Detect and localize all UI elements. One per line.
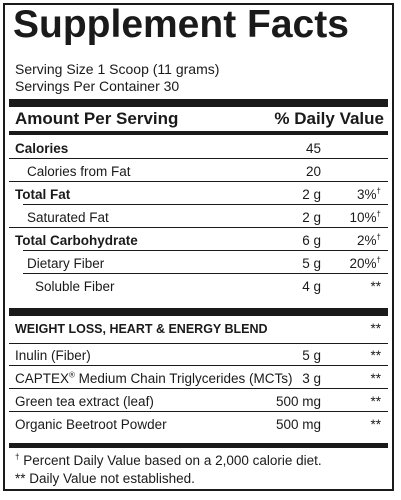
- nutrient-amount: 6 g: [302, 233, 321, 248]
- blend-name: WEIGHT LOSS, HEART & ENERGY BLEND: [15, 322, 268, 336]
- footnote-daily-value: † Percent Daily Value based on a 2,000 calorie diet.: [15, 452, 322, 468]
- row-divider: [23, 273, 388, 274]
- nutrient-daily-value: 10%†: [349, 209, 381, 225]
- ingredient-row-captex: [9, 367, 388, 389]
- nutrient-amount: 2 g: [302, 187, 321, 202]
- ingredient-row-green-tea: [9, 390, 388, 412]
- daily-value-label: % Daily Value: [274, 109, 384, 128]
- dagger-mark: †: [376, 209, 381, 219]
- row-divider: [9, 411, 388, 412]
- blend-daily-value: **: [370, 321, 381, 336]
- nutrient-row-saturated-fat: [9, 206, 388, 228]
- nutrient-daily-value: 3%†: [357, 186, 381, 202]
- nutrient-amount: 2 g: [302, 210, 321, 225]
- blend-row: [9, 317, 388, 339]
- nutrient-row-calories: [9, 137, 388, 159]
- nutrient-amount: 45: [305, 141, 321, 156]
- nutrient-row-calories-from-fat: [9, 160, 388, 182]
- ingredient-name: Green tea extract (leaf): [15, 394, 154, 409]
- row-divider: [9, 388, 388, 389]
- row-divider: [9, 158, 388, 159]
- dagger-mark: †: [15, 452, 20, 462]
- thick-divider-top: [9, 99, 388, 107]
- ingredient-row-beetroot: [9, 413, 388, 435]
- nutrient-name: Total Carbohydrate: [15, 233, 138, 248]
- supplement-facts-panel: [3, 3, 394, 491]
- nutrient-amount: 4 g: [302, 279, 321, 294]
- ingredient-daily-value: **: [370, 394, 381, 409]
- nutrient-name: Calories: [15, 141, 69, 156]
- ingredient-amount: 500 mg: [275, 417, 321, 432]
- ingredient-row-inulin: [9, 344, 388, 366]
- nutrient-row-soluble-fiber: [9, 275, 388, 297]
- nutrient-daily-value: **: [370, 279, 381, 294]
- dagger-mark: †: [376, 186, 381, 196]
- ingredient-name: CAPTEX® Medium Chain Triglycerides (MCTs): [15, 370, 293, 386]
- nutrient-daily-value: 20%†: [349, 255, 381, 271]
- dagger-mark: †: [376, 255, 381, 265]
- ingredient-name: Organic Beetroot Powder: [15, 417, 167, 432]
- ingredient-daily-value: **: [370, 371, 381, 386]
- panel-title: Supplement Facts: [13, 3, 349, 46]
- nutrient-name: Total Fat: [15, 187, 71, 202]
- nutrient-name: Soluble Fiber: [35, 279, 115, 294]
- registered-mark: ®: [69, 370, 75, 380]
- row-divider: [23, 250, 388, 251]
- ingredient-amount: 3 g: [302, 371, 321, 386]
- nutrient-row-total-carbohydrate: [9, 229, 388, 251]
- nutrient-row-dietary-fiber: [9, 252, 388, 274]
- nutrient-row-total-fat: [9, 183, 388, 205]
- ingredient-amount: 5 g: [302, 348, 321, 363]
- row-divider: [9, 227, 388, 228]
- dagger-mark: †: [376, 232, 381, 242]
- amount-per-serving-label: Amount Per Serving: [15, 109, 179, 128]
- nutrient-amount: 20: [305, 164, 321, 179]
- thick-divider-bottom: [9, 443, 388, 448]
- row-divider: [23, 204, 388, 205]
- nutrient-name: Saturated Fat: [27, 210, 109, 225]
- ingredient-name: Inulin (Fiber): [15, 348, 91, 363]
- serving-size: Serving Size 1 Scoop (11 grams): [15, 61, 220, 77]
- footnote-not-established: ** Daily Value not established.: [15, 471, 195, 486]
- nutrient-amount: 5 g: [302, 256, 321, 271]
- ingredient-daily-value: **: [370, 348, 381, 363]
- nutrient-name: Calories from Fat: [27, 164, 131, 179]
- row-divider: [9, 365, 388, 366]
- thick-divider-middle: [9, 308, 388, 316]
- row-divider: [9, 181, 388, 182]
- ingredient-amount: 500 mg: [275, 394, 321, 409]
- servings-per-container: Servings Per Container 30: [15, 78, 180, 94]
- thick-divider-header: [9, 131, 388, 135]
- ingredient-daily-value: **: [370, 417, 381, 432]
- nutrient-name: Dietary Fiber: [27, 256, 105, 271]
- nutrient-daily-value: 2%†: [357, 232, 381, 248]
